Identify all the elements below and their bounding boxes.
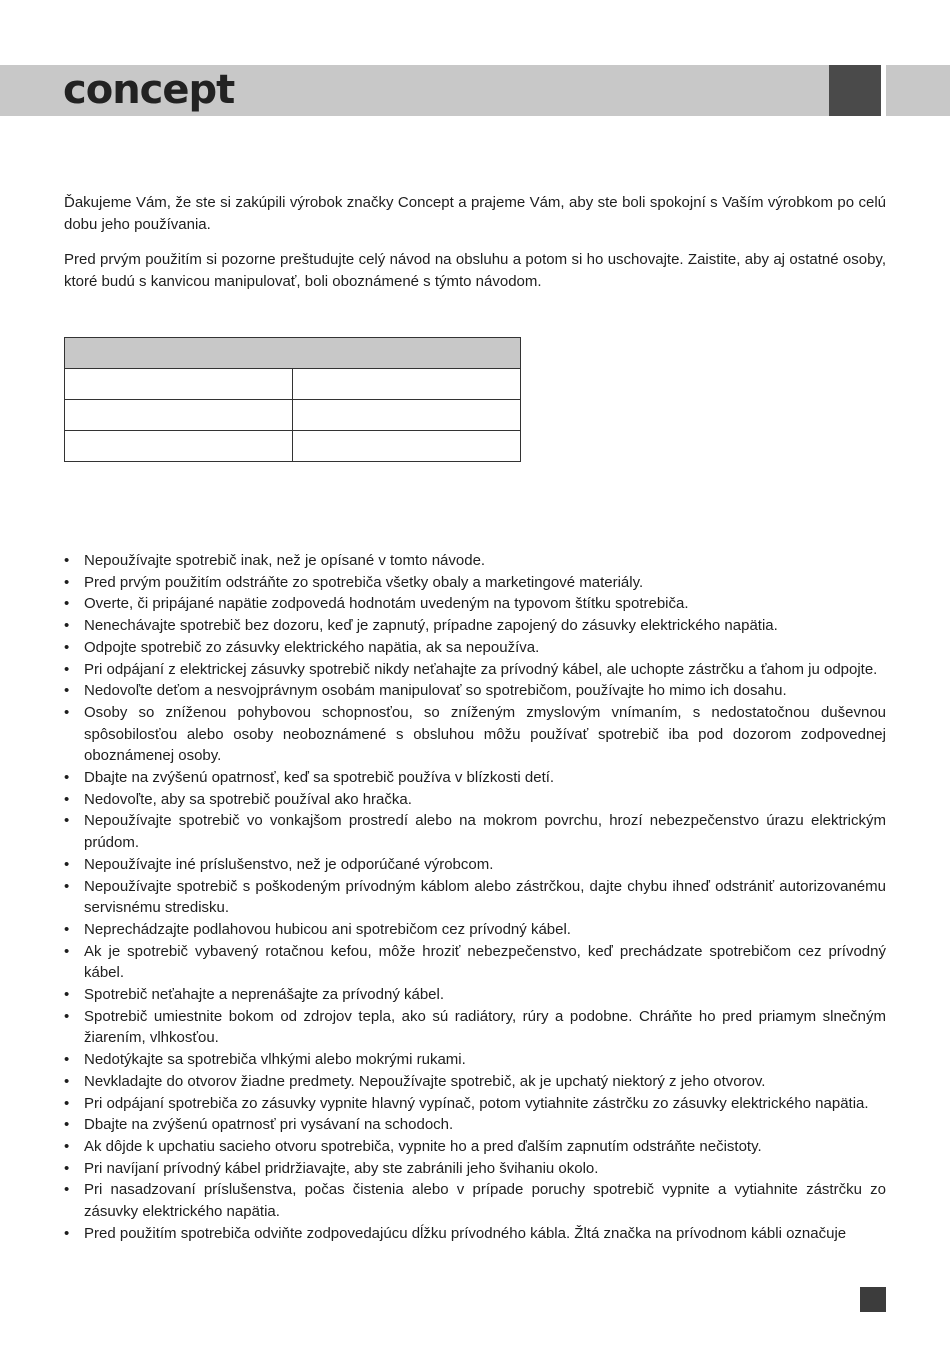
bullet: • xyxy=(64,986,70,1004)
list-item xyxy=(64,1179,886,1222)
info-table-header-cell xyxy=(65,338,521,369)
concept-logo: concept xyxy=(63,67,235,113)
info-table-cell xyxy=(65,369,293,400)
list-item xyxy=(64,1223,886,1245)
list-item-text: Ak je spotrebič vybavený rotačnou kefou, môže hroziť nebezpečenstvo, keď prechádzate spotrebičom cez prívodný kábel. xyxy=(84,942,886,982)
bullet: • xyxy=(64,552,70,569)
info-table-row xyxy=(65,369,521,400)
info-table-row xyxy=(65,431,521,462)
list-item xyxy=(64,876,886,919)
list-item-text: Nedotýkajte sa spotrebiča vlhkými alebo mokrými rukami. xyxy=(84,1051,466,1069)
bullet: • xyxy=(64,1094,70,1112)
list-item xyxy=(64,919,886,941)
bullet: • xyxy=(64,660,70,678)
intro-paragraph-thanks: Ďakujeme Vám, že ste si zakúpili výrobok značky Concept a prajeme Vám, aby ste boli spokojní s Vaším výrobkom po celú dobu jeho používania. xyxy=(64,194,886,233)
list-item xyxy=(64,1136,886,1158)
list-item-text: Spotrebič umiestnite bokom od zdrojov tepla, ako sú radiátory, rúry a podobne. Chráňte ho pred priamym slnečným žiarením, vlhkosťou. xyxy=(84,1007,886,1047)
bullet: • xyxy=(64,617,70,635)
list-item-text: Pri nasadzovaní príslušenstva, počas čistenia alebo v prípade poruchy spotrebič vypnite a vytiahnite zástrčku zo zásuvky elektrického napätia. xyxy=(84,1181,886,1221)
list-item xyxy=(64,984,886,1006)
bullet: • xyxy=(64,942,70,960)
bullet: • xyxy=(64,1159,70,1177)
bullet: • xyxy=(64,790,70,808)
header-divider xyxy=(881,65,886,116)
list-item xyxy=(64,572,886,594)
list-item xyxy=(64,810,886,853)
bullet: • xyxy=(64,1007,70,1025)
list-item-text: Osoby so zníženou pohybovou schopnosťou, so zníženým zmyslovým vnímaním, s nedostatočnou duševnou spôsobilosťou alebo osoby neoboznámené s obsluhou môžu používať spotrebič iba pod dozorom zodpovednej oboznámenej osoby. xyxy=(84,703,886,765)
info-table-cell xyxy=(65,400,293,431)
list-item xyxy=(64,789,886,811)
list-item-text: Nedovoľte deťom a nesvojprávnym osobám manipulovať so spotrebičom, používajte ho mimo ich dosahu. xyxy=(84,682,787,700)
list-item-text: Spotrebič neťahajte a neprenášajte za prívodný kábel. xyxy=(84,986,445,1004)
list-item xyxy=(64,941,886,984)
list-item xyxy=(64,593,886,615)
list-item-text: Pred použitím spotrebiča odviňte zodpovedajúcu dĺžku prívodného kábla. Žltá značka na prívodnom kábli označuje xyxy=(84,1224,847,1242)
list-item-text: Nevkladajte do otvorov žiadne predmety. Nepoužívajte spotrebič, ak je upchatý niektorý z jeho otvorov. xyxy=(84,1072,766,1090)
list-item xyxy=(64,1114,886,1136)
list-item xyxy=(64,702,886,767)
bullet: • xyxy=(64,812,70,830)
page-corner-marker xyxy=(860,1287,886,1312)
bullet: • xyxy=(64,638,70,656)
list-item-text: Nepoužívajte spotrebič inak, než je opísané v tomto návode. xyxy=(84,552,486,569)
list-item-text: Pri navíjaní prívodný kábel pridržiavajte, aby ste zabránili jeho švihaniu okolo. xyxy=(84,1159,599,1177)
bullet: • xyxy=(64,595,70,613)
bullet: • xyxy=(64,1137,70,1155)
list-item xyxy=(64,550,886,572)
bullet: • xyxy=(64,1181,70,1199)
list-item-text: Nenechávajte spotrebič bez dozoru, keď je zapnutý, prípadne zapojený do zásuvky elektrického napätia. xyxy=(84,617,778,635)
bullet: • xyxy=(64,682,70,700)
safety-instructions-list xyxy=(64,550,886,1245)
list-item xyxy=(64,1071,886,1093)
list-item xyxy=(64,1049,886,1071)
bullet: • xyxy=(64,920,70,938)
list-item-text: Odpojte spotrebič zo zásuvky elektrického napätia, ak sa nepoužíva. xyxy=(84,638,540,656)
list-item xyxy=(64,637,886,659)
list-item-text: Pred prvým použitím odstráňte zo spotrebiča všetky obaly a marketingové materiály. xyxy=(84,573,644,591)
bullet: • xyxy=(64,855,70,873)
list-item-text: Nepoužívajte spotrebič s poškodeným prívodným káblom alebo zástrčkou, dajte chybu ihneď odstrániť autorizovanému servisnému stredisku. xyxy=(84,877,886,917)
list-item xyxy=(64,659,886,681)
list-item-text: Nepoužívajte spotrebič vo vonkajšom prostredí alebo na mokrom povrchu, hrozí nebezpečenstvo úrazu elektrickým prúdom. xyxy=(84,812,886,852)
list-item-text: Dbajte na zvýšenú opatrnosť, keď sa spotrebič používa v blízkosti detí. xyxy=(84,769,555,787)
list-item xyxy=(64,615,886,637)
header-page-tab xyxy=(829,65,881,116)
list-item-text: Pri odpájaní spotrebiča zo zásuvky vypnite hlavný vypínač, potom vytiahnite zástrčku zo zásuvky elektrického napätia. xyxy=(84,1094,869,1112)
info-table xyxy=(64,337,521,462)
list-item xyxy=(64,767,886,789)
list-item xyxy=(64,1158,886,1180)
bullet: • xyxy=(64,703,70,721)
list-item-text: Nepoužívajte iné príslušenstvo, než je odporúčané výrobcom. xyxy=(84,855,494,873)
bullet: • xyxy=(64,1072,70,1090)
info-table-header-row xyxy=(65,338,521,369)
bullet: • xyxy=(64,573,70,591)
bullet: • xyxy=(64,877,70,895)
info-table-cell xyxy=(293,369,521,400)
bullet: • xyxy=(64,1116,70,1134)
bullet: • xyxy=(64,1051,70,1069)
list-item-text: Pri odpájaní z elektrickej zásuvky spotrebič nikdy neťahajte za prívodný kábel, ale uchopte zástrčku a ťahom ju odpojte. xyxy=(84,660,878,678)
intro-paragraph-instructions: Pred prvým použitím si pozorne preštudujte celý návod na obsluhu a potom si ho uschovajte. Zaistite, aby aj ostatné osoby, ktoré budú s kanvicou manipulovať, boli oboznámené s týmto návodom. xyxy=(64,251,886,290)
info-table-row xyxy=(65,400,521,431)
list-item xyxy=(64,680,886,702)
info-table-cell xyxy=(293,400,521,431)
list-item-text: Ak dôjde k upchatiu sacieho otvoru spotrebiča, vypnite ho a pred ďalším zapnutím odstráňte nečistoty. xyxy=(84,1137,762,1155)
list-item xyxy=(64,1006,886,1049)
info-table-cell xyxy=(293,431,521,462)
list-item xyxy=(64,854,886,876)
bullet: • xyxy=(64,1224,70,1242)
list-item-text: Nedovoľte, aby sa spotrebič používal ako hračka. xyxy=(84,790,412,808)
info-table-cell xyxy=(65,431,293,462)
list-item-text: Dbajte na zvýšenú opatrnosť pri vysávaní na schodoch. xyxy=(84,1116,454,1134)
list-item-text: Overte, či pripájané napätie zodpovedá hodnotám uvedeným na typovom štítku spotrebiča. xyxy=(84,595,689,613)
list-item xyxy=(64,1093,886,1115)
list-item-text: Neprechádzajte podlahovou hubicou ani spotrebičom cez prívodný kábel. xyxy=(84,920,571,938)
bullet: • xyxy=(64,769,70,787)
